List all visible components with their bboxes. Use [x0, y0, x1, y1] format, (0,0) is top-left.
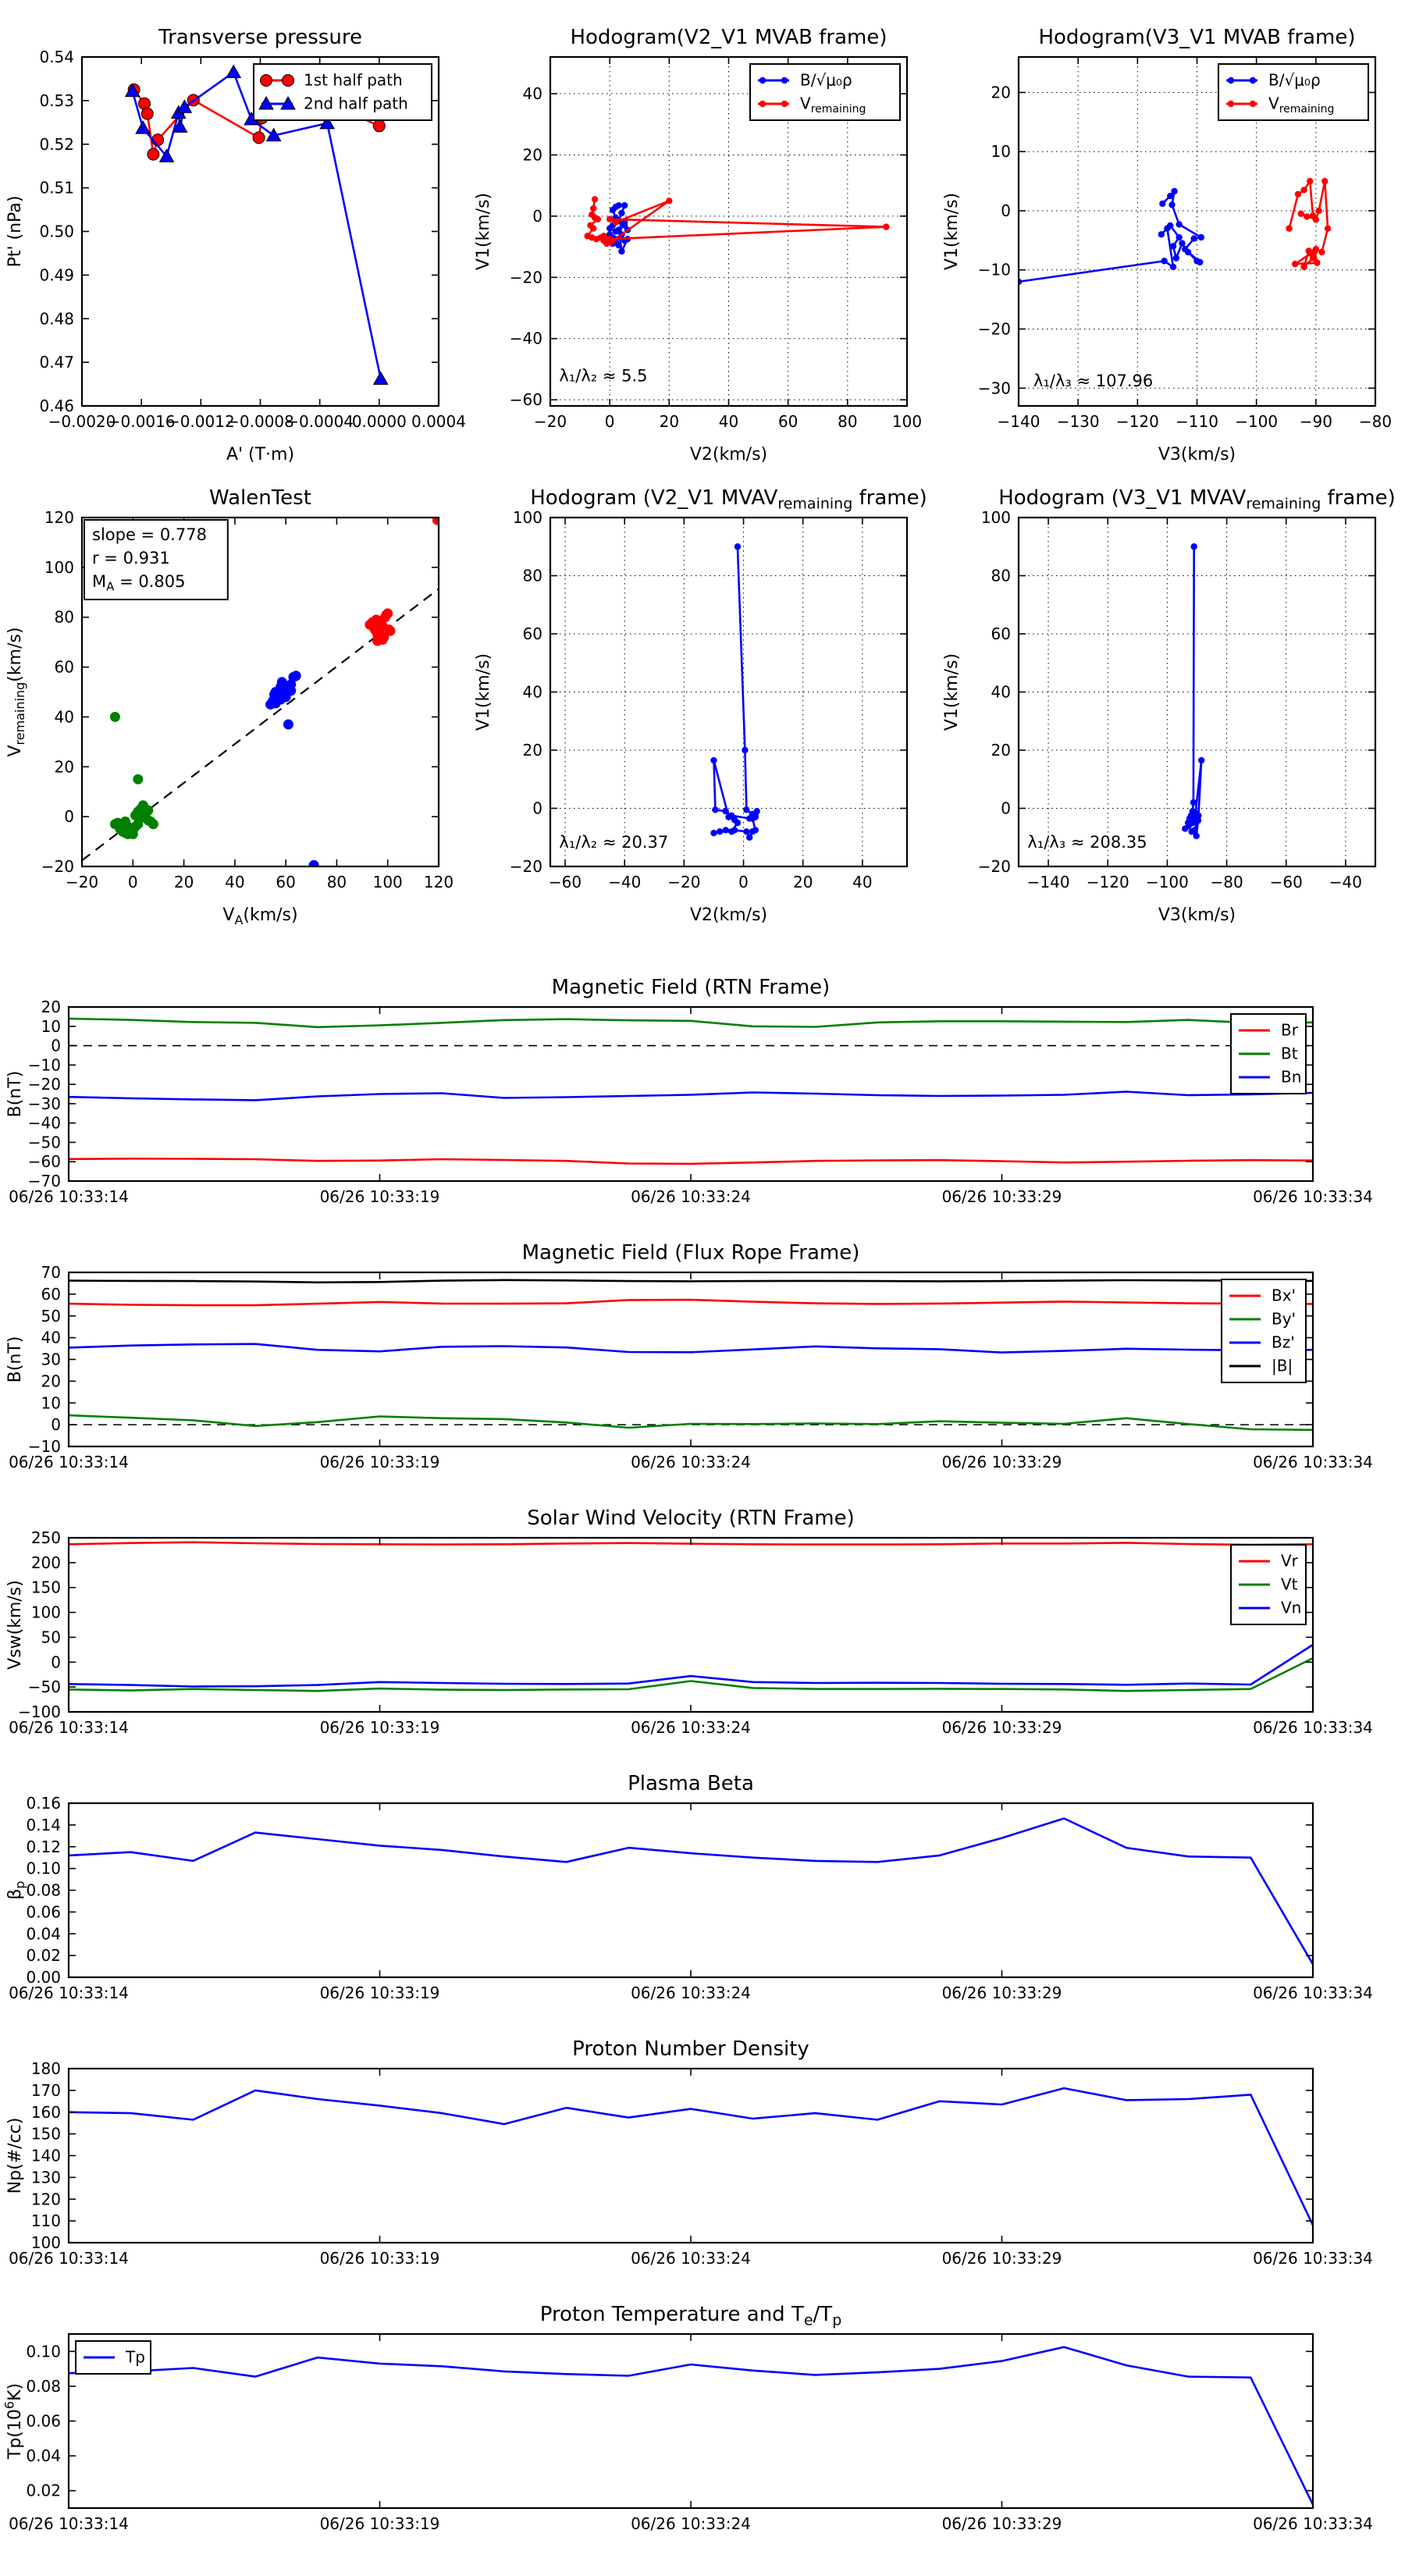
svg-text:−10: −10 — [27, 1055, 61, 1075]
svg-text:80: 80 — [838, 412, 858, 431]
svg-text:−20: −20 — [977, 319, 1011, 339]
svg-text:0: 0 — [51, 1415, 61, 1435]
svg-text:Bz': Bz' — [1272, 1332, 1295, 1352]
svg-text:20: 20 — [792, 873, 813, 891]
svg-text:Vremaining: $V_{remaining}$ — [1268, 94, 1335, 116]
svg-text:0: 0 — [64, 807, 74, 827]
svg-text:0.48: 0.48 — [39, 309, 74, 329]
svg-text:170: 170 — [30, 2080, 61, 2100]
svg-text:100: 100 — [980, 508, 1011, 527]
svg-text:−0.0020: −0.0020 — [48, 412, 116, 431]
svg-text:Magnetic Field (RTN Frame): Magnetic Field (RTN Frame) — [551, 976, 831, 999]
svg-text:−50: −50 — [27, 1678, 61, 1697]
svg-text:100: 100 — [512, 508, 542, 527]
svg-text:0.53: 0.53 — [39, 91, 74, 110]
svg-text:Hodogram (V2_V1 MVAVremaining: Hodogram (V2_V1 $MVAV_{remaining}$ frame) — [530, 486, 927, 513]
panel-row-1 — [0, 12, 1405, 472]
svg-text:06/26 10:33:34: 06/26 10:33:34 — [1253, 1187, 1373, 1206]
svg-text:20: 20 — [522, 741, 542, 760]
svg-text:βp: $\beta_p$ — [5, 1880, 27, 1900]
svg-text:60: 60 — [522, 624, 542, 643]
svg-text:Vt: Vt — [1281, 1574, 1298, 1594]
svg-text:Br: Br — [1281, 1020, 1298, 1040]
svg-text:−30: −30 — [27, 1094, 61, 1113]
svg-text:20: 20 — [54, 757, 74, 777]
svg-text:40: 40 — [522, 84, 542, 104]
svg-text:−20: −20 — [533, 412, 567, 431]
chart-transverse-pressure — [0, 12, 468, 472]
svg-text:−10: −10 — [27, 1437, 61, 1456]
svg-text:−100: −100 — [1145, 873, 1189, 891]
svg-text:150: 150 — [30, 2124, 61, 2144]
svg-text:0: 0 — [738, 873, 749, 891]
svg-text:0.0004: 0.0004 — [411, 412, 466, 431]
svg-text:110: 110 — [30, 2211, 61, 2231]
svg-text:50: 50 — [41, 1306, 61, 1325]
svg-text:0.00: 0.00 — [26, 1968, 61, 1987]
svg-text:−70: −70 — [27, 1172, 61, 1190]
svg-text:Vn: Vn — [1281, 1598, 1302, 1617]
svg-text:λ₁/λ₂ ≈ 5.5: λ₁/λ₂ ≈ 5.5 — [559, 366, 648, 386]
svg-text:0: 0 — [1001, 201, 1011, 220]
svg-text:06/26 10:33:34: 06/26 10:33:34 — [1253, 1984, 1373, 2002]
svg-text:06/26 10:33:24: 06/26 10:33:24 — [631, 2249, 751, 2268]
svg-text:100: 100 — [44, 557, 74, 577]
svg-text:0: 0 — [532, 206, 542, 226]
svg-text:V2(km/s): V2(km/s) — [689, 445, 768, 464]
svg-text:−0.0008: −0.0008 — [226, 412, 294, 431]
svg-text:100: 100 — [30, 1603, 61, 1622]
svg-text:−60: −60 — [548, 873, 582, 891]
svg-text:06/26 10:33:24: 06/26 10:33:24 — [631, 1453, 751, 1471]
svg-text:06/26 10:33:14: 06/26 10:33:14 — [9, 1453, 129, 1471]
svg-text:200: 200 — [30, 1553, 61, 1572]
svg-text:06/26 10:33:29: 06/26 10:33:29 — [941, 1718, 1062, 1737]
svg-text:V2(km/s): V2(km/s) — [689, 906, 768, 925]
svg-text:06/26 10:33:34: 06/26 10:33:34 — [1253, 1718, 1373, 1737]
svg-text:0.50: 0.50 — [39, 222, 74, 241]
svg-text:10: 10 — [991, 142, 1011, 162]
svg-text:−20: −20 — [977, 857, 1011, 876]
svg-text:06/26 10:33:24: 06/26 10:33:24 — [631, 1984, 751, 2002]
svg-text:Tp: Tp — [126, 2347, 145, 2367]
svg-text:100: 100 — [30, 2233, 61, 2252]
svg-text:−40: −40 — [608, 873, 642, 891]
svg-text:100: 100 — [372, 873, 403, 891]
svg-text:2nd half path: 2nd half path — [304, 94, 408, 113]
chart-hodogram-v2v1-mvab — [468, 12, 937, 472]
svg-text:WalenTest: WalenTest — [209, 486, 311, 510]
svg-text:V3(km/s): V3(km/s) — [1158, 906, 1236, 925]
svg-text:0: 0 — [1001, 799, 1011, 818]
svg-text:V1(km/s): V1(km/s) — [474, 192, 493, 271]
svg-text:100: 100 — [891, 412, 923, 431]
svg-text:06/26 10:33:29: 06/26 10:33:29 — [941, 1187, 1062, 1206]
svg-text:Hodogram(V2_V1 MVAB frame): Hodogram(V2_V1 MVAB frame) — [570, 26, 887, 49]
svg-text:06/26 10:33:14: 06/26 10:33:14 — [9, 1187, 129, 1206]
svg-text:−60: −60 — [1269, 873, 1303, 891]
svg-text:−40: −40 — [1329, 873, 1363, 891]
svg-text:0: 0 — [127, 873, 138, 891]
svg-text:V1(km/s): V1(km/s) — [474, 653, 493, 731]
svg-text:VA(km/s): $V_A(km/s)$ — [222, 906, 298, 927]
svg-text:06/26 10:33:34: 06/26 10:33:34 — [1253, 2514, 1373, 2533]
svg-text:120: 120 — [423, 873, 454, 891]
svg-text:0.52: 0.52 — [39, 134, 74, 154]
svg-text:06/26 10:33:24: 06/26 10:33:24 — [631, 2514, 751, 2533]
svg-text:06/26 10:33:14: 06/26 10:33:14 — [9, 1718, 129, 1737]
svg-text:−80: −80 — [1210, 873, 1243, 891]
svg-text:0: 0 — [51, 1036, 61, 1055]
svg-text:60: 60 — [54, 657, 74, 677]
svg-text:10: 10 — [41, 1016, 61, 1036]
svg-text:A' (T·m): A' (T·m) — [226, 445, 295, 464]
svg-text:−120: −120 — [1115, 412, 1159, 431]
svg-text:150: 150 — [30, 1578, 61, 1597]
svg-text:120: 120 — [30, 2190, 61, 2209]
svg-text:−120: −120 — [1086, 873, 1129, 891]
svg-text:−30: −30 — [977, 379, 1011, 398]
svg-text:−10: −10 — [977, 260, 1011, 279]
svg-text:Proton Temperature and Te/Tp: Proton Temperature and $T_e/T_p$ — [539, 2303, 842, 2329]
svg-text:20: 20 — [659, 412, 680, 431]
svg-text:−20: −20 — [41, 857, 74, 876]
svg-text:0.12: 0.12 — [26, 1837, 61, 1856]
svg-text:80: 80 — [326, 873, 347, 891]
svg-text:0.04: 0.04 — [26, 2446, 61, 2466]
chart-hodogram-v3v1-mvab — [937, 12, 1405, 472]
svg-text:70: 70 — [41, 1263, 61, 1282]
svg-text:0.02: 0.02 — [26, 1946, 61, 1966]
chart-hodogram-v2v1-mvav — [468, 472, 937, 933]
svg-text:20: 20 — [991, 83, 1011, 102]
svg-text:Bn: Bn — [1281, 1067, 1302, 1087]
svg-text:−0.0012: −0.0012 — [166, 412, 235, 431]
svg-text:180: 180 — [30, 2059, 61, 2078]
svg-text:−100: −100 — [1235, 412, 1279, 431]
svg-text:06/26 10:33:19: 06/26 10:33:19 — [319, 1187, 440, 1206]
panel-row-2 — [0, 472, 1405, 933]
svg-text:Vremaining(km/s): $V_{remaining}(km/s)$ — [5, 627, 27, 757]
chart-plasma-beta — [0, 1768, 1405, 2033]
svg-text:−90: −90 — [1299, 412, 1332, 431]
svg-text:120: 120 — [44, 508, 74, 527]
svg-text:Hodogram (V3_V1 MVAVremaining: Hodogram (V3_V1 $MVAV_{remaining}$ frame) — [998, 486, 1396, 513]
svg-text:|B|: |B| — [1272, 1356, 1293, 1375]
svg-text:06/26 10:33:29: 06/26 10:33:29 — [941, 1453, 1062, 1471]
svg-text:20: 20 — [41, 998, 61, 1016]
svg-text:−20: −20 — [27, 1075, 61, 1094]
svg-text:Bt: Bt — [1281, 1044, 1298, 1063]
chart-magnetic-flux-rope — [0, 1237, 1405, 1503]
svg-text:06/26 10:33:34: 06/26 10:33:34 — [1253, 1453, 1373, 1471]
svg-text:−60: −60 — [27, 1152, 61, 1172]
svg-text:−40: −40 — [509, 329, 542, 348]
svg-text:Vsw(km/s): Vsw(km/s) — [5, 1580, 25, 1670]
svg-text:V1(km/s): V1(km/s) — [942, 653, 962, 731]
svg-text:0: 0 — [51, 1653, 61, 1672]
svg-text:0.0000: 0.0000 — [351, 412, 407, 431]
svg-text:130: 130 — [30, 2168, 61, 2187]
svg-text:80: 80 — [991, 566, 1011, 585]
svg-text:MA = 0.805: $M_A = 0.805$ — [92, 572, 186, 594]
svg-text:06/26 10:33:19: 06/26 10:33:19 — [319, 2514, 440, 2533]
svg-text:0.06: 0.06 — [26, 1902, 61, 1922]
svg-text:B(nT): B(nT) — [5, 1336, 25, 1383]
svg-text:0.08: 0.08 — [26, 2376, 61, 2396]
chart-magnetic-rtn — [0, 972, 1405, 1237]
chart-solar-wind-velocity — [0, 1503, 1405, 1768]
svg-text:06/26 10:33:14: 06/26 10:33:14 — [9, 2514, 129, 2533]
svg-text:20: 20 — [41, 1372, 61, 1391]
chart-proton-density — [0, 2033, 1405, 2299]
svg-text:Pt' (nPa): Pt' (nPa) — [5, 195, 25, 268]
svg-text:10: 10 — [41, 1393, 61, 1413]
svg-text:60: 60 — [276, 873, 296, 891]
svg-text:60: 60 — [777, 412, 799, 431]
svg-text:30: 30 — [41, 1350, 61, 1369]
chart-proton-temperature — [0, 2299, 1405, 2572]
chart-walen-test — [0, 472, 468, 933]
svg-text:−130: −130 — [1056, 412, 1100, 431]
svg-text:60: 60 — [41, 1284, 61, 1304]
svg-text:V3(km/s): V3(km/s) — [1158, 445, 1236, 464]
chart-hodogram-v3v1-mvav — [937, 472, 1405, 933]
svg-text:0.08: 0.08 — [26, 1880, 61, 1900]
svg-text:Transverse pressure: Transverse pressure — [158, 26, 362, 49]
svg-text:06/26 10:33:29: 06/26 10:33:29 — [941, 1984, 1062, 2002]
svg-text:Plasma Beta: Plasma Beta — [628, 1772, 754, 1795]
svg-text:0.02: 0.02 — [26, 2481, 61, 2500]
svg-text:−20: −20 — [509, 857, 542, 876]
svg-text:−140: −140 — [997, 412, 1040, 431]
svg-text:Proton Number Density: Proton Number Density — [572, 2037, 809, 2061]
svg-text:06/26 10:33:19: 06/26 10:33:19 — [319, 1718, 440, 1737]
svg-text:06/26 10:33:24: 06/26 10:33:24 — [631, 1718, 751, 1737]
svg-text:80: 80 — [522, 566, 542, 585]
svg-text:0: 0 — [532, 799, 542, 818]
svg-text:λ₁/λ₃ ≈ 107.96: λ₁/λ₃ ≈ 107.96 — [1033, 371, 1154, 390]
svg-text:Solar Wind Velocity (RTN Frame: Solar Wind Velocity (RTN Frame) — [527, 1507, 855, 1530]
svg-text:06/26 10:33:14: 06/26 10:33:14 — [9, 2249, 129, 2268]
svg-text:r = 0.931: r = 0.931 — [92, 549, 170, 568]
svg-text:Vr: Vr — [1281, 1551, 1298, 1571]
svg-text:06/26 10:33:19: 06/26 10:33:19 — [319, 1984, 440, 2002]
svg-text:−20: −20 — [667, 873, 701, 891]
svg-text:0.49: 0.49 — [39, 265, 74, 285]
svg-text:−100: −100 — [18, 1703, 61, 1721]
svg-text:Vremaining: $V_{remaining}$ — [800, 94, 866, 116]
svg-text:0.16: 0.16 — [26, 1794, 61, 1813]
svg-text:20: 20 — [173, 873, 194, 891]
svg-text:40: 40 — [991, 682, 1011, 702]
svg-text:−110: −110 — [1176, 412, 1218, 431]
svg-text:0.54: 0.54 — [39, 48, 74, 66]
svg-text:0.10: 0.10 — [26, 2342, 61, 2361]
svg-text:−40: −40 — [27, 1113, 61, 1133]
svg-text:B/√μ₀ρ: B/√μ₀ρ — [800, 70, 852, 90]
svg-text:06/26 10:33:29: 06/26 10:33:29 — [941, 2514, 1062, 2533]
svg-text:Magnetic Field (Flux Rope Fram: Magnetic Field (Flux Rope Frame) — [521, 1241, 860, 1265]
svg-text:20: 20 — [991, 741, 1011, 760]
svg-text:06/26 10:33:29: 06/26 10:33:29 — [941, 2249, 1062, 2268]
svg-text:20: 20 — [522, 145, 542, 165]
svg-text:B/√μ₀ρ: B/√μ₀ρ — [1268, 70, 1321, 90]
svg-text:250: 250 — [30, 1528, 61, 1547]
svg-text:slope = 0.778: slope = 0.778 — [92, 525, 207, 544]
svg-text:−60: −60 — [509, 390, 542, 410]
svg-text:−20: −20 — [509, 268, 542, 287]
svg-text:0.47: 0.47 — [39, 353, 74, 372]
svg-text:Hodogram(V3_V1 MVAB frame): Hodogram(V3_V1 MVAB frame) — [1038, 26, 1356, 49]
svg-text:0.10: 0.10 — [26, 1859, 61, 1878]
svg-text:40: 40 — [41, 1328, 61, 1347]
svg-text:−0.0016: −0.0016 — [107, 412, 176, 431]
svg-text:06/26 10:33:19: 06/26 10:33:19 — [319, 2249, 440, 2268]
svg-text:Bx': Bx' — [1272, 1286, 1297, 1305]
svg-text:B(nT): B(nT) — [5, 1070, 25, 1118]
svg-text:160: 160 — [30, 2102, 61, 2122]
svg-text:06/26 10:33:24: 06/26 10:33:24 — [631, 1187, 751, 1206]
svg-text:40: 40 — [522, 682, 542, 702]
svg-text:0: 0 — [604, 412, 615, 431]
svg-text:40: 40 — [54, 707, 74, 727]
svg-text:0.14: 0.14 — [26, 1815, 61, 1834]
svg-text:Tp(106K): $Tp(10^6K)$ — [2, 2382, 25, 2460]
svg-text:06/26 10:33:19: 06/26 10:33:19 — [319, 1453, 440, 1471]
svg-text:0.04: 0.04 — [26, 1924, 61, 1944]
svg-text:50: 50 — [41, 1628, 61, 1647]
svg-text:−140: −140 — [1026, 873, 1070, 891]
svg-text:40: 40 — [718, 412, 739, 431]
svg-text:−80: −80 — [1358, 412, 1393, 431]
svg-text:Np(#/cc): Np(#/cc) — [5, 2117, 25, 2194]
svg-text:λ₁/λ₂ ≈ 20.37: λ₁/λ₂ ≈ 20.37 — [559, 832, 669, 852]
svg-text:1st half path: 1st half path — [304, 70, 403, 90]
svg-text:−50: −50 — [27, 1133, 61, 1152]
svg-text:06/26 10:33:34: 06/26 10:33:34 — [1253, 2249, 1373, 2268]
time-series-stack — [0, 972, 1405, 2572]
svg-text:−0.0004: −0.0004 — [286, 412, 354, 431]
svg-text:λ₁/λ₃ ≈ 208.35: λ₁/λ₃ ≈ 208.35 — [1027, 832, 1147, 852]
svg-text:60: 60 — [991, 624, 1011, 643]
svg-text:−20: −20 — [65, 873, 99, 891]
svg-text:0.51: 0.51 — [39, 178, 74, 197]
svg-text:140: 140 — [30, 2146, 61, 2165]
svg-text:V1(km/s): V1(km/s) — [942, 192, 962, 271]
svg-text:0.06: 0.06 — [26, 2411, 61, 2431]
svg-text:By': By' — [1272, 1309, 1297, 1329]
svg-text:0.46: 0.46 — [39, 397, 74, 415]
svg-text:40: 40 — [852, 873, 873, 891]
svg-text:06/26 10:33:14: 06/26 10:33:14 — [9, 1984, 129, 2002]
svg-text:80: 80 — [54, 607, 74, 627]
svg-text:40: 40 — [225, 873, 245, 891]
